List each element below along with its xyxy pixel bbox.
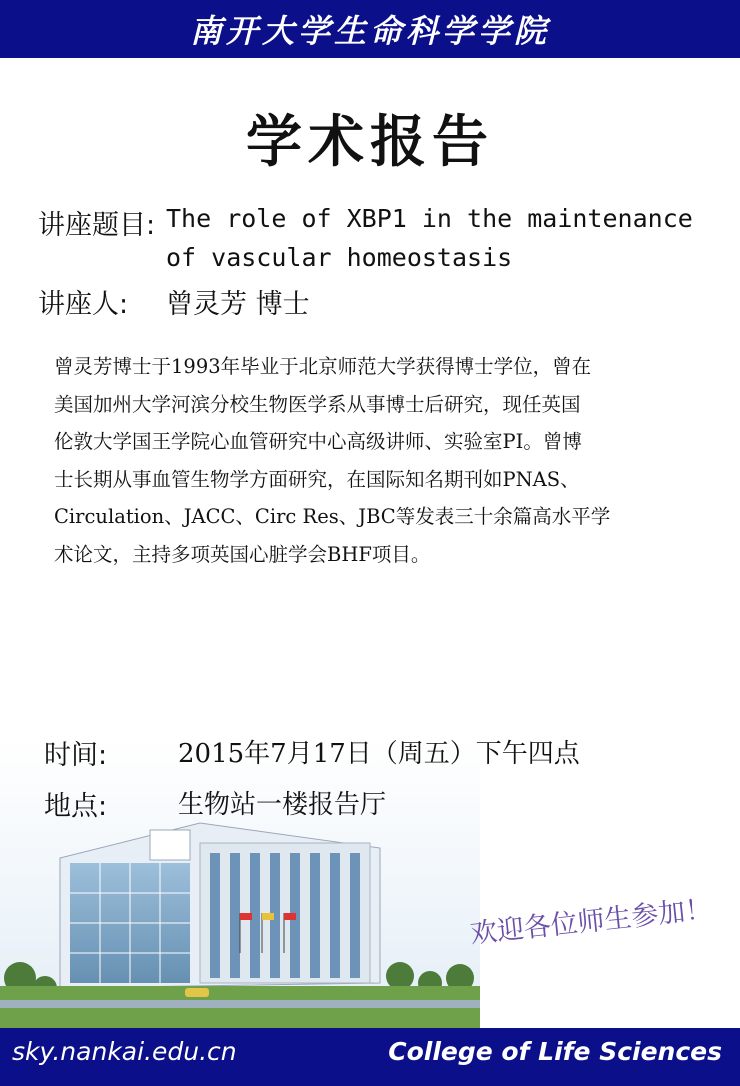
building-illustration <box>0 738 480 1038</box>
bio-line: Circulation、JACC、Circ Res、JBC等发表三十余篇高水平学 <box>54 505 611 528</box>
topic-line-1: The role of XBP1 in the maintenance <box>166 204 693 233</box>
topic-line-2: of vascular homeostasis <box>166 243 513 272</box>
place-label: 地点: <box>44 791 108 822</box>
page-title: 学术报告 <box>246 110 494 175</box>
bio-line: 美国加州大学河滨分校生物医学系从事博士后研究，现任英国 <box>54 392 581 416</box>
bio-line: 术论文，主持多项英国心脏学会BHF项目。 <box>54 542 431 566</box>
speaker-name: 曾灵芳 博士 <box>166 289 310 320</box>
speaker-label: 讲座人: <box>38 289 129 320</box>
speaker-bio <box>54 348 694 573</box>
top-banner <box>0 0 740 58</box>
time-label: 时间: <box>44 740 108 771</box>
bio-line: 伦敦大学国王学院心血管研究中心高级讲师、实验室PI。曾博 <box>54 430 582 453</box>
welcome-message: 欢迎各位师生参加！ <box>468 893 714 950</box>
school-name: 南开大学生命科学学院 <box>189 12 550 50</box>
bio-line: 士长期从事血管生物学方面研究，在国际知名期刊如PNAS、 <box>54 467 580 491</box>
college-name: College of Life Sciences <box>388 1037 722 1066</box>
topic-label: 讲座题目: <box>38 210 156 241</box>
bio-line: 曾灵芳博士于1993年毕业于北京师范大学获得博士学位，曾在 <box>54 355 592 378</box>
place-value: 生物站一楼报告厅 <box>178 790 387 820</box>
site-url-link[interactable]: sky.nankai.edu.cn <box>12 1037 237 1066</box>
time-value: 2015年7月17日（周五）下午四点 <box>178 739 580 769</box>
